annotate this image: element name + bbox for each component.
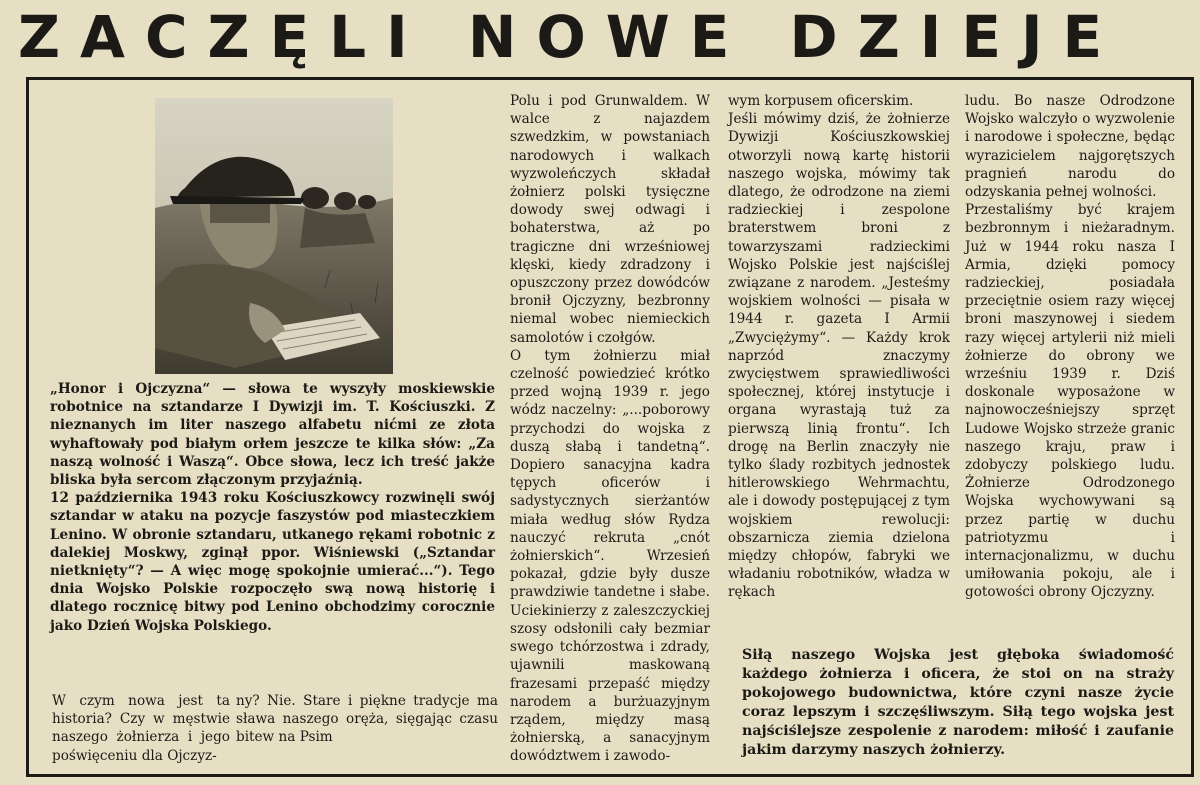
article-column-3: ludu. Bo nasze Odrodzone Wojsko walczyło o wyzwolenie i narodowe i społeczne, będąc wyrazicielem najgorętszych pragnień narodu do odzyskania pełnej wolności. Przestaliśmy być krajem bezbronnym i nieżaradnym. Już w 1944 roku nasza I Armia, dzięki pomocy radzieckiej, posiadała przeciętnie osiem razy więcej broni maszynowej i siedem razy więcej artylerii niż mieli żołnierze do obrony we wrześniu 1939 r. Dziś doskonale wyposażone w najnowocześniejszy sprzęt Ludowe Wojsko strzeże granic naszego kraju, praw i zdobyczy polskiego ludu. Żołnierze Odrodzonego Wojska wychowywani są przez partię w duchu patriotyzmu i internacjonalizmu, w duchu umiłowania pokoju, ale i gotowości obrony Ojczyzny.	[965, 93, 1175, 601]
article-column-1: Polu i pod Grunwaldem. W walce z najazdem szwedzkim, w powstaniach narodowych i walkach wyzwoleńczych składał żołnierz polski tysięczne dowody swej odwagi i bohaterstwa, aż po tragiczne dni wrześniowej klęski, kiedy zdradzony i opuszczony przez dowódców bronił Ojczyzny, bezbronny niemal wobec niemieckich samolotów i czołgów. O tym żołnierzu miał czelność powiedzieć krótko przed wojną 1939 r. jego wódz naczelny: „...poborowy przychodzi do wojska z duszą słabą i tandetną“. Dopiero sanacyjna kadra tępych oficerów i sadystycznych sierżantów miała według słów Rydza nauczyć rekruta „cnót żołnierskich“. Wrzesień pokazał, gdzie były dusze prawdziwie tandetne i słabe. Uciekinierzy z zaleszczyckiej szosy odsłonili cały bezmiar swego tchórzostwa i zdrady, ujawnili maskowaną frazesami przepaść między narodem a burżuazyjnym rządem, między masą żołnierską, a sanacyjnym dowództwem i zawodo-	[510, 93, 710, 765]
body-text-bottom-right: ny? Nie. Stare i piękne tradycje ma sława naszego oręża, sięgając czasu bitew na Psim	[236, 693, 498, 746]
lead-paragraph: „Honor i Ojczyzna“ — słowa te wyszyły moskiewskie robotnice na sztandarze I Dywizji im. T. Kościuszki. Z nieznanych im liter naszego alfabetu nićmi ze złota wyhaftowały pod białym orłem jeszcze te kilka słów: „Za naszą wolność i Waszą“. Obce słowa, lecz ich treść jakże bliska była sercom złączonym przyjaźnią. 12 października 1943 roku Kościuszkowcy rozwinęli swój sztandar w ataku na pozycje faszystów pod miasteczkiem Lenino. W obronie sztandaru, utkanego rękami robotnic z dalekiej Moskwy, zginął ppor. Wiśniewski („Sztandar nietknięty“? — A więc mogę spokojnie umierać...“). Tego dnia Wojsko Polskie rozpoczęło swą nową historię i dlatego rocznicę bitwy pod Lenino obchodzimy corocznie jako Dzień Wojska Polskiego.	[50, 381, 495, 634]
body-text-bottom-left: W czym nowa jest ta historia? Czy w męstwie naszego żołnierza i jego poświęceniu dla Ojczyz-	[52, 693, 230, 764]
soldiers-photo-image	[155, 98, 393, 374]
headline: ZACZĘLI NOWE DZIEJE	[18, 3, 1123, 71]
article-column-2: wym korpusem oficerskim. Jeśli mówimy dziś, że żołnierze Dywizji Kościuszkowskiej otworzyli nową kartę historii naszego wojska, mówimy tak dlatego, że odrodzone na ziemi radzieckiej i zespolone braterstwem broni z towarzyszami radzieckimi Wojsko Polskie jest najściślej związane z narodem. „Jesteśmy wojskiem wolności — pisała w 1944 r. gazeta I Armii „Zwyciężymy“. — Każdy krok naprzód znaczymy zwycięstwem sprawiedliwości społecznej, której instytucje i organa wyrastają tuż za pierwszą linią frontu“. Ich drogę na Berlin znaczyły nie tylko ślady rozbitych jednostek hitlerowskiego Wehrmachtu, ale i dowody postępującej z tym wojskiem rewolucji: obszarnicza ziemia dzielona między chłopów, fabryki we władaniu robotników, władza w rękach	[728, 93, 950, 601]
soldiers-photo	[155, 98, 393, 374]
closing-paragraph: Siłą naszego Wojska jest głęboka świadomość każdego żołnierza i oficera, że stoi on na straży pokojowego budownictwa, które czyni nasze życie coraz lepszym i szczęśliwszym. Siłą tego wojska jest najściślejsze zespolenie z narodem: miłość i zaufanie jakim darzymy naszych żołnierzy.	[742, 647, 1174, 758]
